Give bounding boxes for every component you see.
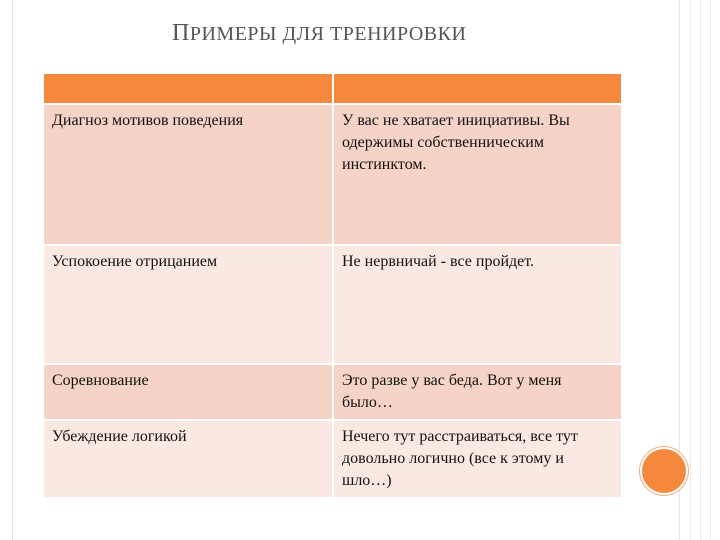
edge-line (710, 0, 711, 540)
header-cell (43, 73, 333, 104)
technique-cell: Успокоение отрицанием (43, 245, 333, 364)
table-row (43, 364, 622, 420)
table-row (43, 245, 622, 364)
header-cell (333, 73, 622, 104)
decorative-circle (642, 449, 686, 493)
table-row (43, 104, 622, 245)
table-row (43, 420, 622, 498)
table-header-row (43, 73, 622, 104)
edge-line (690, 0, 691, 540)
examples-table (42, 72, 623, 499)
technique-cell: Диагноз мотивов поведения (43, 104, 333, 245)
technique-cell: Убеждение логикой (43, 420, 333, 498)
example-cell: Нечего тут расстраиваться, все тут довольно логично (все к этому и шло…) (333, 420, 622, 498)
example-cell: Это разве у вас беда. Вот у меня было… (333, 364, 622, 420)
edge-line (700, 0, 701, 540)
technique-cell: Соревнование (43, 364, 333, 420)
title-rest: РИМЕРЫ ДЛЯ ТРЕНИРОВКИ (189, 23, 467, 45)
page-title (172, 20, 672, 47)
title-cap: П (172, 20, 190, 46)
example-cell: У вас не хватает инициативы. Вы одержимы собственническим инстинктом. (333, 104, 622, 245)
example-cell: Не нервничай - все пройдет. (333, 245, 622, 364)
